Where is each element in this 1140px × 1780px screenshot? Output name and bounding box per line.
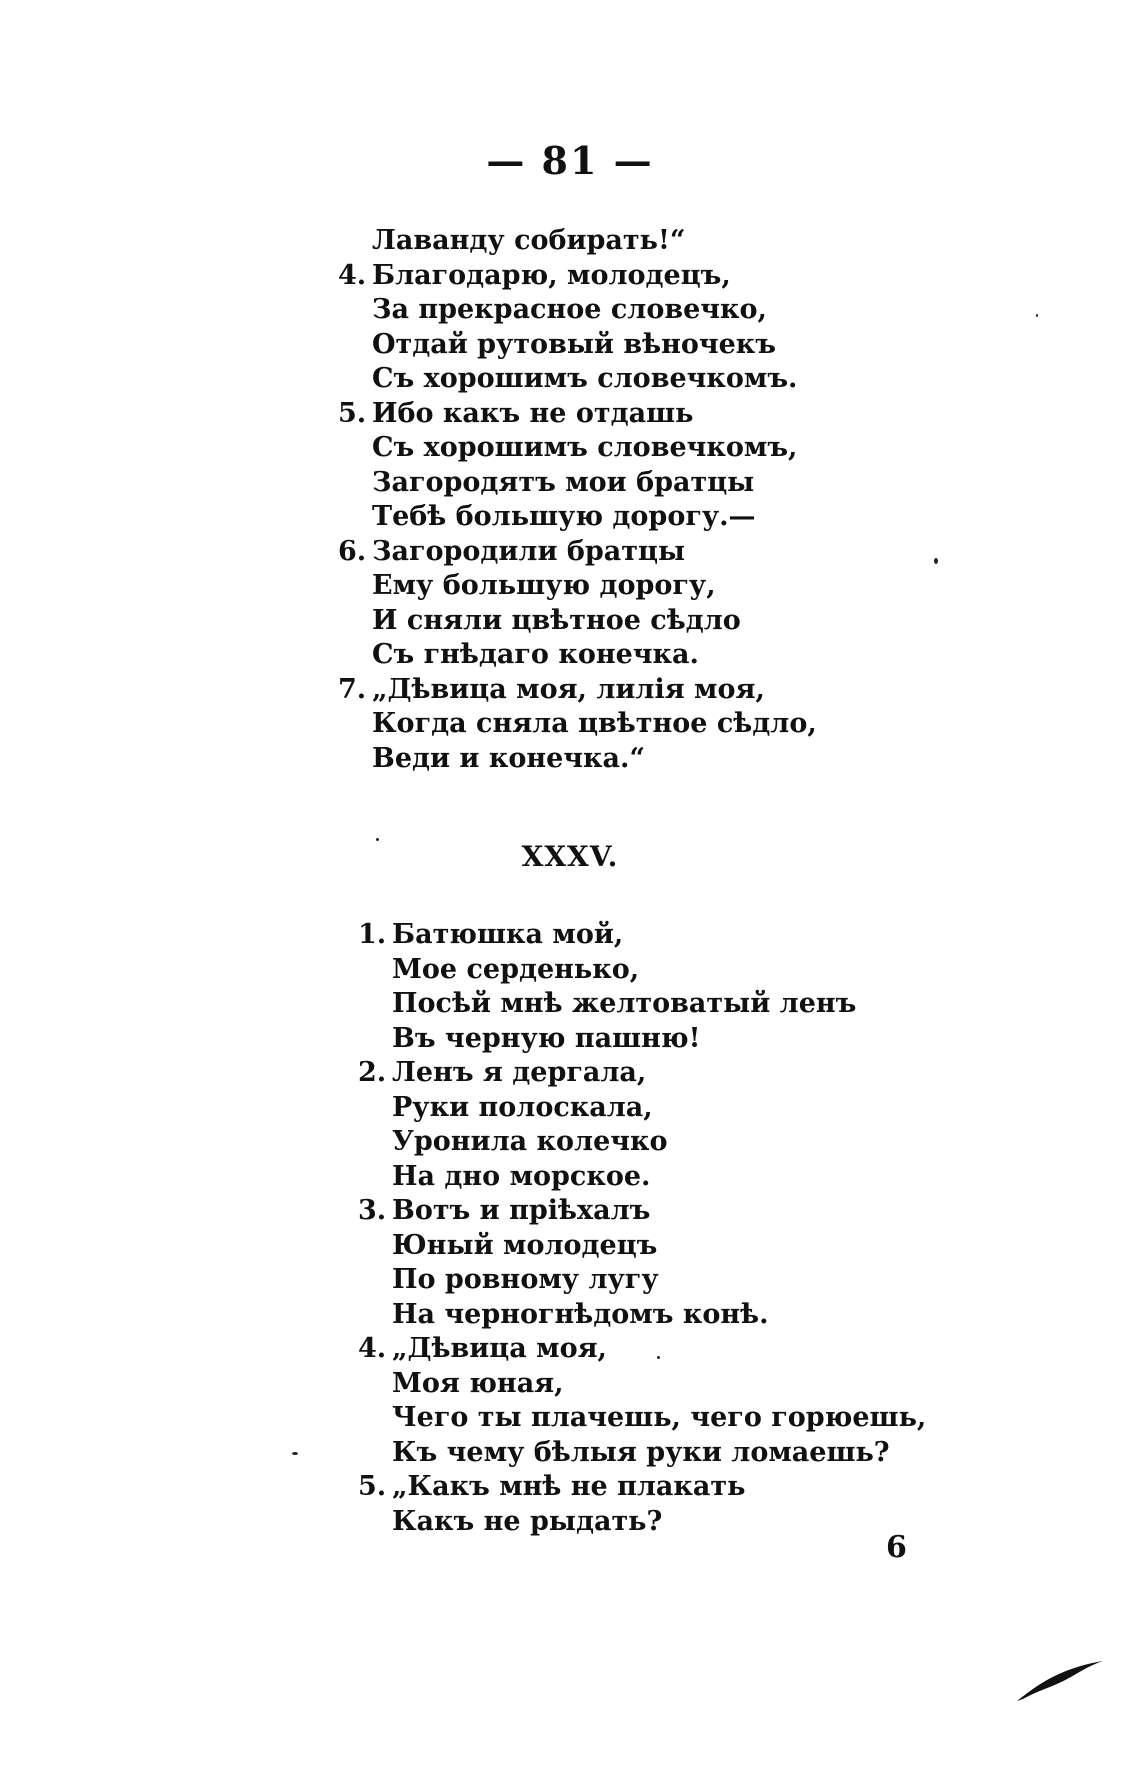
poem-line-text: Съ хорошимъ словечкомъ. xyxy=(372,363,798,394)
ink-speck xyxy=(934,558,938,564)
poem-line-text: Въ черную пашню! xyxy=(392,1022,701,1054)
poem-line-text: Загородили братцы xyxy=(372,535,686,567)
ink-speck xyxy=(292,1452,298,1455)
poem-line xyxy=(392,1160,926,1195)
poem-line xyxy=(372,638,817,673)
poem-line-text: Мое серденько, xyxy=(392,953,640,985)
poem-line xyxy=(372,293,817,328)
poem-line xyxy=(372,224,817,259)
ink-speck xyxy=(376,838,379,841)
poem-line xyxy=(338,397,817,432)
poem-line-text: Руки полоскала, xyxy=(392,1091,653,1123)
poem-line xyxy=(392,1091,926,1126)
poem-line-text: Ленъ я дергала, xyxy=(392,1057,647,1088)
stanza-number: 7. xyxy=(338,673,367,705)
poem-line-text: По ровному лугу xyxy=(392,1264,659,1295)
poem-line xyxy=(392,1022,926,1057)
poem-line-text: Загородятъ мои братцы xyxy=(372,466,755,498)
poem-line xyxy=(358,1470,926,1505)
poem-line xyxy=(338,673,817,708)
poem-line-text: Моя юная, xyxy=(392,1367,564,1399)
stanza-number: 3. xyxy=(358,1195,387,1226)
poem-line xyxy=(372,604,817,639)
poem-line xyxy=(338,535,817,570)
ink-quill-mark xyxy=(1015,1655,1105,1705)
poem-line xyxy=(358,1056,926,1091)
poem-line xyxy=(358,1194,926,1229)
poem-line xyxy=(372,466,817,501)
poem-line xyxy=(372,742,817,777)
poem-line-text: Тебѣ большую дорогу.— xyxy=(372,501,756,532)
poem-line-text: Уронила колечко xyxy=(392,1126,668,1157)
poem-line xyxy=(392,1436,926,1471)
poem-line xyxy=(358,918,926,953)
stanza-number: 4. xyxy=(358,1333,387,1364)
poem-line-text: Къ чему бѣлыя руки ломаешь? xyxy=(392,1436,890,1468)
poem-line-text: Съ гнѣдаго конечка. xyxy=(372,639,699,670)
poem-line-text: Юный молодецъ xyxy=(392,1229,658,1261)
poem-line-text: „Дѣвица моя, лилія моя, xyxy=(372,673,765,705)
poem-line-text: Веди и конечка.“ xyxy=(372,742,645,774)
poem-line-text: Посѣй мнѣ желтоватый ленъ xyxy=(392,988,857,1019)
poem-line xyxy=(372,500,817,535)
poem-line xyxy=(372,569,817,604)
poem-line xyxy=(392,987,926,1022)
section-title: XXXV. xyxy=(521,840,619,873)
poem-line-text: На дно морское. xyxy=(392,1160,651,1192)
poem-line-text: Какъ не рыдать? xyxy=(392,1505,663,1537)
poem-line xyxy=(392,1298,926,1333)
page-number: — 81 — xyxy=(486,138,654,183)
poem-line-text: „Какъ мнѣ не плакать xyxy=(392,1471,746,1502)
poem-xxxv xyxy=(358,918,927,1539)
ink-speck xyxy=(657,1356,660,1359)
poem-line xyxy=(392,1229,926,1264)
poem-line-text: Лаванду собирать!“ xyxy=(372,225,686,256)
poem-line xyxy=(372,707,817,742)
poem-line-text: Батюшка мой, xyxy=(392,919,624,950)
poem-line xyxy=(372,362,817,397)
poem-line-text: Съ хорошимъ словечкомъ, xyxy=(372,432,798,463)
poem-line-text: Отдай рутовый вѣночекъ xyxy=(372,328,776,360)
stanza-number: 5. xyxy=(358,1471,387,1502)
poem-line xyxy=(392,1263,926,1298)
stanza-number: 2. xyxy=(358,1057,387,1088)
poem-line-text: „Дѣвица моя, xyxy=(392,1333,607,1364)
poem-line-text: Благодарю, молодецъ, xyxy=(372,259,731,291)
poem-line-text: На черногнѣдомъ конѣ. xyxy=(392,1298,769,1330)
stanza-number: 5. xyxy=(338,397,367,429)
poem-line xyxy=(392,953,926,988)
stanza-number: 6. xyxy=(338,535,367,567)
poem-line xyxy=(358,1332,926,1367)
stanza-number: 1. xyxy=(358,919,387,950)
poem-line-text: И сняли цвѣтное сѣдло xyxy=(372,604,741,636)
poem-line-text: Вотъ и пріѣхалъ xyxy=(392,1195,651,1226)
poem-line xyxy=(392,1125,926,1160)
sheet-signature: 6 xyxy=(886,1530,907,1565)
poem-line-text: За прекрасное словечко, xyxy=(372,294,767,325)
poem-line-text: Ибо какъ не отдашь xyxy=(372,397,694,429)
poem-line-text: Когда сняла цвѣтное сѣдло, xyxy=(372,708,817,739)
poem-line xyxy=(392,1505,926,1540)
poem-line xyxy=(338,259,817,294)
ink-speck xyxy=(1036,314,1038,317)
poem-line-text: Ему большую дорогу, xyxy=(372,570,716,601)
poem-line xyxy=(372,328,817,363)
stanza-number: 4. xyxy=(338,259,367,291)
poem-top xyxy=(338,224,817,776)
poem-line-text: Чего ты плачешь, чего горюешь, xyxy=(392,1402,927,1433)
poem-line xyxy=(372,431,817,466)
poem-line xyxy=(392,1367,926,1402)
poem-line xyxy=(392,1401,926,1436)
